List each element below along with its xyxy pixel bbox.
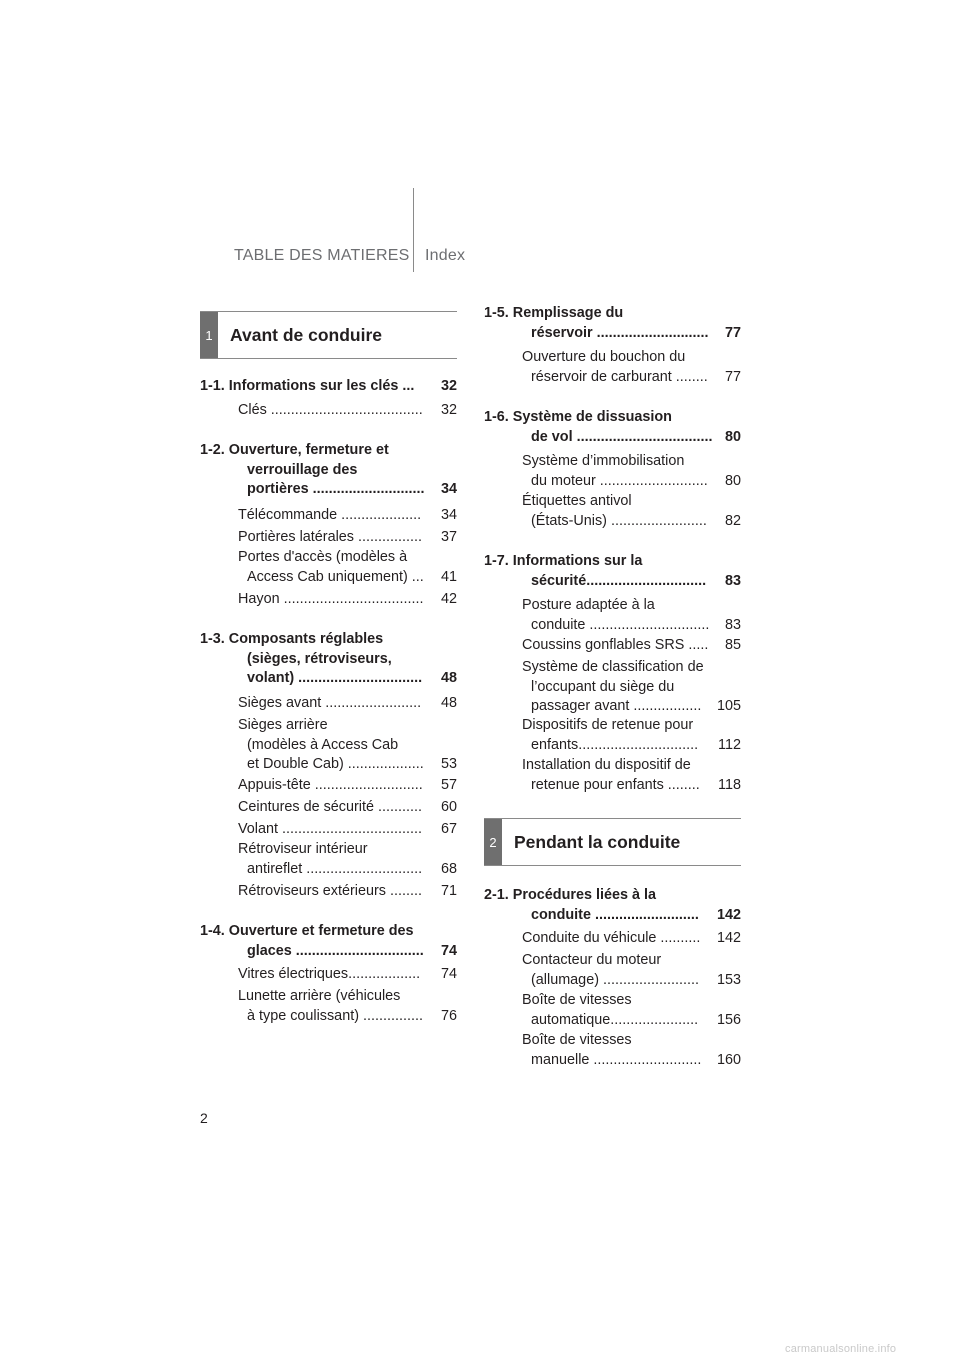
- toc-entry-line[interactable]: (États-Unis) ........................: [531, 512, 707, 529]
- toc-entry-page[interactable]: 57: [440, 777, 457, 793]
- toc-entry-page[interactable]: 82: [724, 512, 741, 529]
- toc-entry-page[interactable]: 156: [716, 1011, 741, 1028]
- toc-entry-line[interactable]: et Double Cab) ...................: [247, 756, 424, 772]
- toc-entry-page[interactable]: 68: [440, 860, 457, 877]
- toc-entry-line[interactable]: à type coulissant) ...............: [247, 1007, 423, 1024]
- section-number-badge: 1: [200, 312, 218, 358]
- toc-entry-page[interactable]: 42: [440, 591, 457, 607]
- header-divider: [413, 188, 414, 272]
- toc-entry-line[interactable]: Système de classification de: [522, 659, 704, 675]
- toc-entry-line[interactable]: 1-5. Remplissage du: [484, 305, 624, 321]
- toc-entry-line[interactable]: (allumage) ........................: [531, 971, 699, 988]
- toc-entry-line[interactable]: glaces ................................: [247, 942, 424, 959]
- toc-entry-line[interactable]: 1-7. Informations sur la: [484, 553, 643, 569]
- page-number: 2: [200, 1110, 208, 1126]
- toc-entry-page[interactable]: 71: [440, 883, 457, 899]
- toc-entry-line[interactable]: Access Cab uniquement) ...: [247, 568, 424, 585]
- toc-entry-line[interactable]: conduite ..............................: [531, 616, 710, 633]
- toc-entry-page[interactable]: 32: [440, 402, 457, 418]
- toc-entry-line[interactable]: automatique......................: [531, 1011, 699, 1028]
- toc-entry-line[interactable]: Sièges arrière: [238, 717, 328, 733]
- toc-entry-line[interactable]: Rétroviseurs extérieurs ........: [238, 883, 422, 899]
- toc-entry-line[interactable]: Conduite du véhicule ..........: [522, 930, 701, 946]
- watermark: carmanualsonline.info: [785, 1343, 897, 1355]
- section-header-2[interactable]: [484, 818, 741, 866]
- toc-entry-line[interactable]: Hayon ...................................: [238, 591, 424, 607]
- toc-entry-line[interactable]: manuelle ...........................: [531, 1051, 702, 1068]
- toc-entry-page[interactable]: 83: [724, 616, 741, 633]
- toc-entry-line[interactable]: Portes d'accès (modèles à: [238, 549, 408, 565]
- toc-entry-line[interactable]: Vitres électriques..................: [238, 966, 421, 982]
- toc-entry-line[interactable]: verrouillage des: [247, 461, 358, 478]
- toc-entry-page[interactable]: 60: [440, 799, 457, 815]
- toc-entry-line[interactable]: Étiquettes antivol: [522, 493, 632, 509]
- toc-entry-page[interactable]: 37: [440, 529, 457, 545]
- section-title: Pendant la conduite: [514, 831, 681, 852]
- toc-entry-page[interactable]: 142: [716, 930, 741, 946]
- toc-entry-line[interactable]: Lunette arrière (véhicules: [238, 988, 401, 1004]
- toc-entry-line[interactable]: (sièges, rétroviseurs,: [247, 650, 392, 667]
- toc-entry-page[interactable]: 34: [440, 481, 457, 497]
- toc-entry-line[interactable]: 1-1. Informations sur les clés ...: [200, 378, 415, 394]
- toc-entry-line[interactable]: Sièges avant ........................: [238, 695, 422, 711]
- toc-entry-page[interactable]: 80: [724, 428, 741, 445]
- toc-entry-page[interactable]: 83: [724, 572, 741, 589]
- toc-entry-page[interactable]: 80: [724, 472, 741, 489]
- toc-entry-line[interactable]: réservoir ............................: [531, 324, 709, 341]
- toc-entry-page[interactable]: 76: [440, 1007, 457, 1024]
- toc-entry-page[interactable]: 160: [716, 1051, 741, 1068]
- toc-entry-line[interactable]: Boîte de vitesses: [522, 992, 632, 1008]
- toc-entry-page[interactable]: 112: [718, 736, 741, 753]
- toc-entry-line[interactable]: Télécommande ....................: [238, 507, 422, 523]
- toc-entry-line[interactable]: Ouverture du bouchon du: [522, 349, 686, 365]
- toc-entry-line[interactable]: Portières latérales ................: [238, 529, 422, 545]
- toc-entry-line[interactable]: conduite ..........................: [531, 906, 699, 923]
- index-link[interactable]: Index: [425, 247, 466, 264]
- toc-entry-line[interactable]: portières ............................: [247, 481, 425, 497]
- toc-entry-line[interactable]: Dispositifs de retenue pour: [522, 717, 694, 733]
- toc-entry-line[interactable]: de vol ..................................: [531, 428, 713, 445]
- toc-entry-page[interactable]: 85: [724, 637, 741, 653]
- toc-entry-line[interactable]: Clés ......................................: [238, 402, 423, 418]
- toc-entry-line[interactable]: 1-4. Ouverture et fermeture des: [200, 923, 414, 939]
- toc-entry-page[interactable]: 77: [724, 324, 741, 341]
- toc-entry-page[interactable]: 48: [440, 670, 457, 686]
- toc-entry-line[interactable]: Boîte de vitesses: [522, 1032, 632, 1048]
- toc-entry-line[interactable]: Rétroviseur intérieur: [238, 841, 368, 857]
- toc-entry-line[interactable]: retenue pour enfants ........: [531, 776, 700, 793]
- toc-entry-page[interactable]: 74: [440, 942, 457, 959]
- toc-link[interactable]: TABLE DES MATIERES: [234, 247, 410, 264]
- toc-entry-page[interactable]: 48: [440, 695, 457, 711]
- toc-entry-page[interactable]: 105: [716, 698, 741, 714]
- toc-entry-line[interactable]: Volant ...................................: [238, 821, 422, 837]
- toc-entry-page[interactable]: 77: [724, 368, 741, 385]
- toc-entry-line[interactable]: réservoir de carburant ........: [531, 368, 708, 385]
- toc-entry-line[interactable]: du moteur ...........................: [531, 472, 708, 489]
- toc-entry-line[interactable]: Coussins gonflables SRS .....: [522, 637, 709, 653]
- toc-entry-page[interactable]: 53: [440, 756, 457, 772]
- toc-entry-line[interactable]: (modèles à Access Cab: [247, 736, 399, 753]
- toc-entry-page[interactable]: 41: [440, 568, 457, 585]
- toc-entry-line[interactable]: Installation du dispositif de: [522, 757, 691, 773]
- toc-entry-line[interactable]: Contacteur du moteur: [522, 952, 662, 968]
- section-number-badge: 2: [484, 819, 502, 865]
- toc-entry-line[interactable]: 1-6. Système de dissuasion: [484, 409, 672, 425]
- toc-entry-page[interactable]: 118: [718, 776, 741, 793]
- toc-entry-line[interactable]: antireflet .............................: [247, 860, 423, 877]
- toc-entry-page[interactable]: 34: [440, 507, 457, 523]
- toc-entry-page[interactable]: 74: [440, 966, 457, 982]
- toc-entry-line[interactable]: Système d’immobilisation: [522, 453, 685, 469]
- toc-entry-line[interactable]: l’occupant du siège du: [531, 678, 675, 695]
- toc-entry-page[interactable]: 32: [440, 378, 457, 394]
- toc-entry-line[interactable]: 1-3. Composants réglables: [200, 631, 384, 647]
- section-header-1[interactable]: [200, 311, 457, 359]
- toc-entry-line[interactable]: Appuis-tête ...........................: [238, 777, 423, 793]
- toc-entry-line[interactable]: sécurité..............................: [531, 572, 707, 589]
- toc-entry-line[interactable]: enfants..............................: [531, 736, 699, 753]
- section-title: Avant de conduire: [230, 324, 383, 345]
- toc-entry-line[interactable]: volant) ...............................: [247, 670, 423, 686]
- toc-entry-page[interactable]: 153: [716, 971, 741, 988]
- toc-entry-line[interactable]: passager avant .................: [531, 698, 702, 714]
- toc-entry-line[interactable]: 2-1. Procédures liées à la: [484, 887, 656, 903]
- toc-entry-line[interactable]: 1-2. Ouverture, fermeture et: [200, 442, 389, 458]
- toc-entry-line[interactable]: Posture adaptée à la: [522, 597, 655, 613]
- toc-entry-page[interactable]: 142: [716, 906, 741, 923]
- toc-entry-line[interactable]: Ceintures de sécurité ...........: [238, 799, 422, 815]
- toc-entry-page[interactable]: 67: [440, 821, 457, 837]
